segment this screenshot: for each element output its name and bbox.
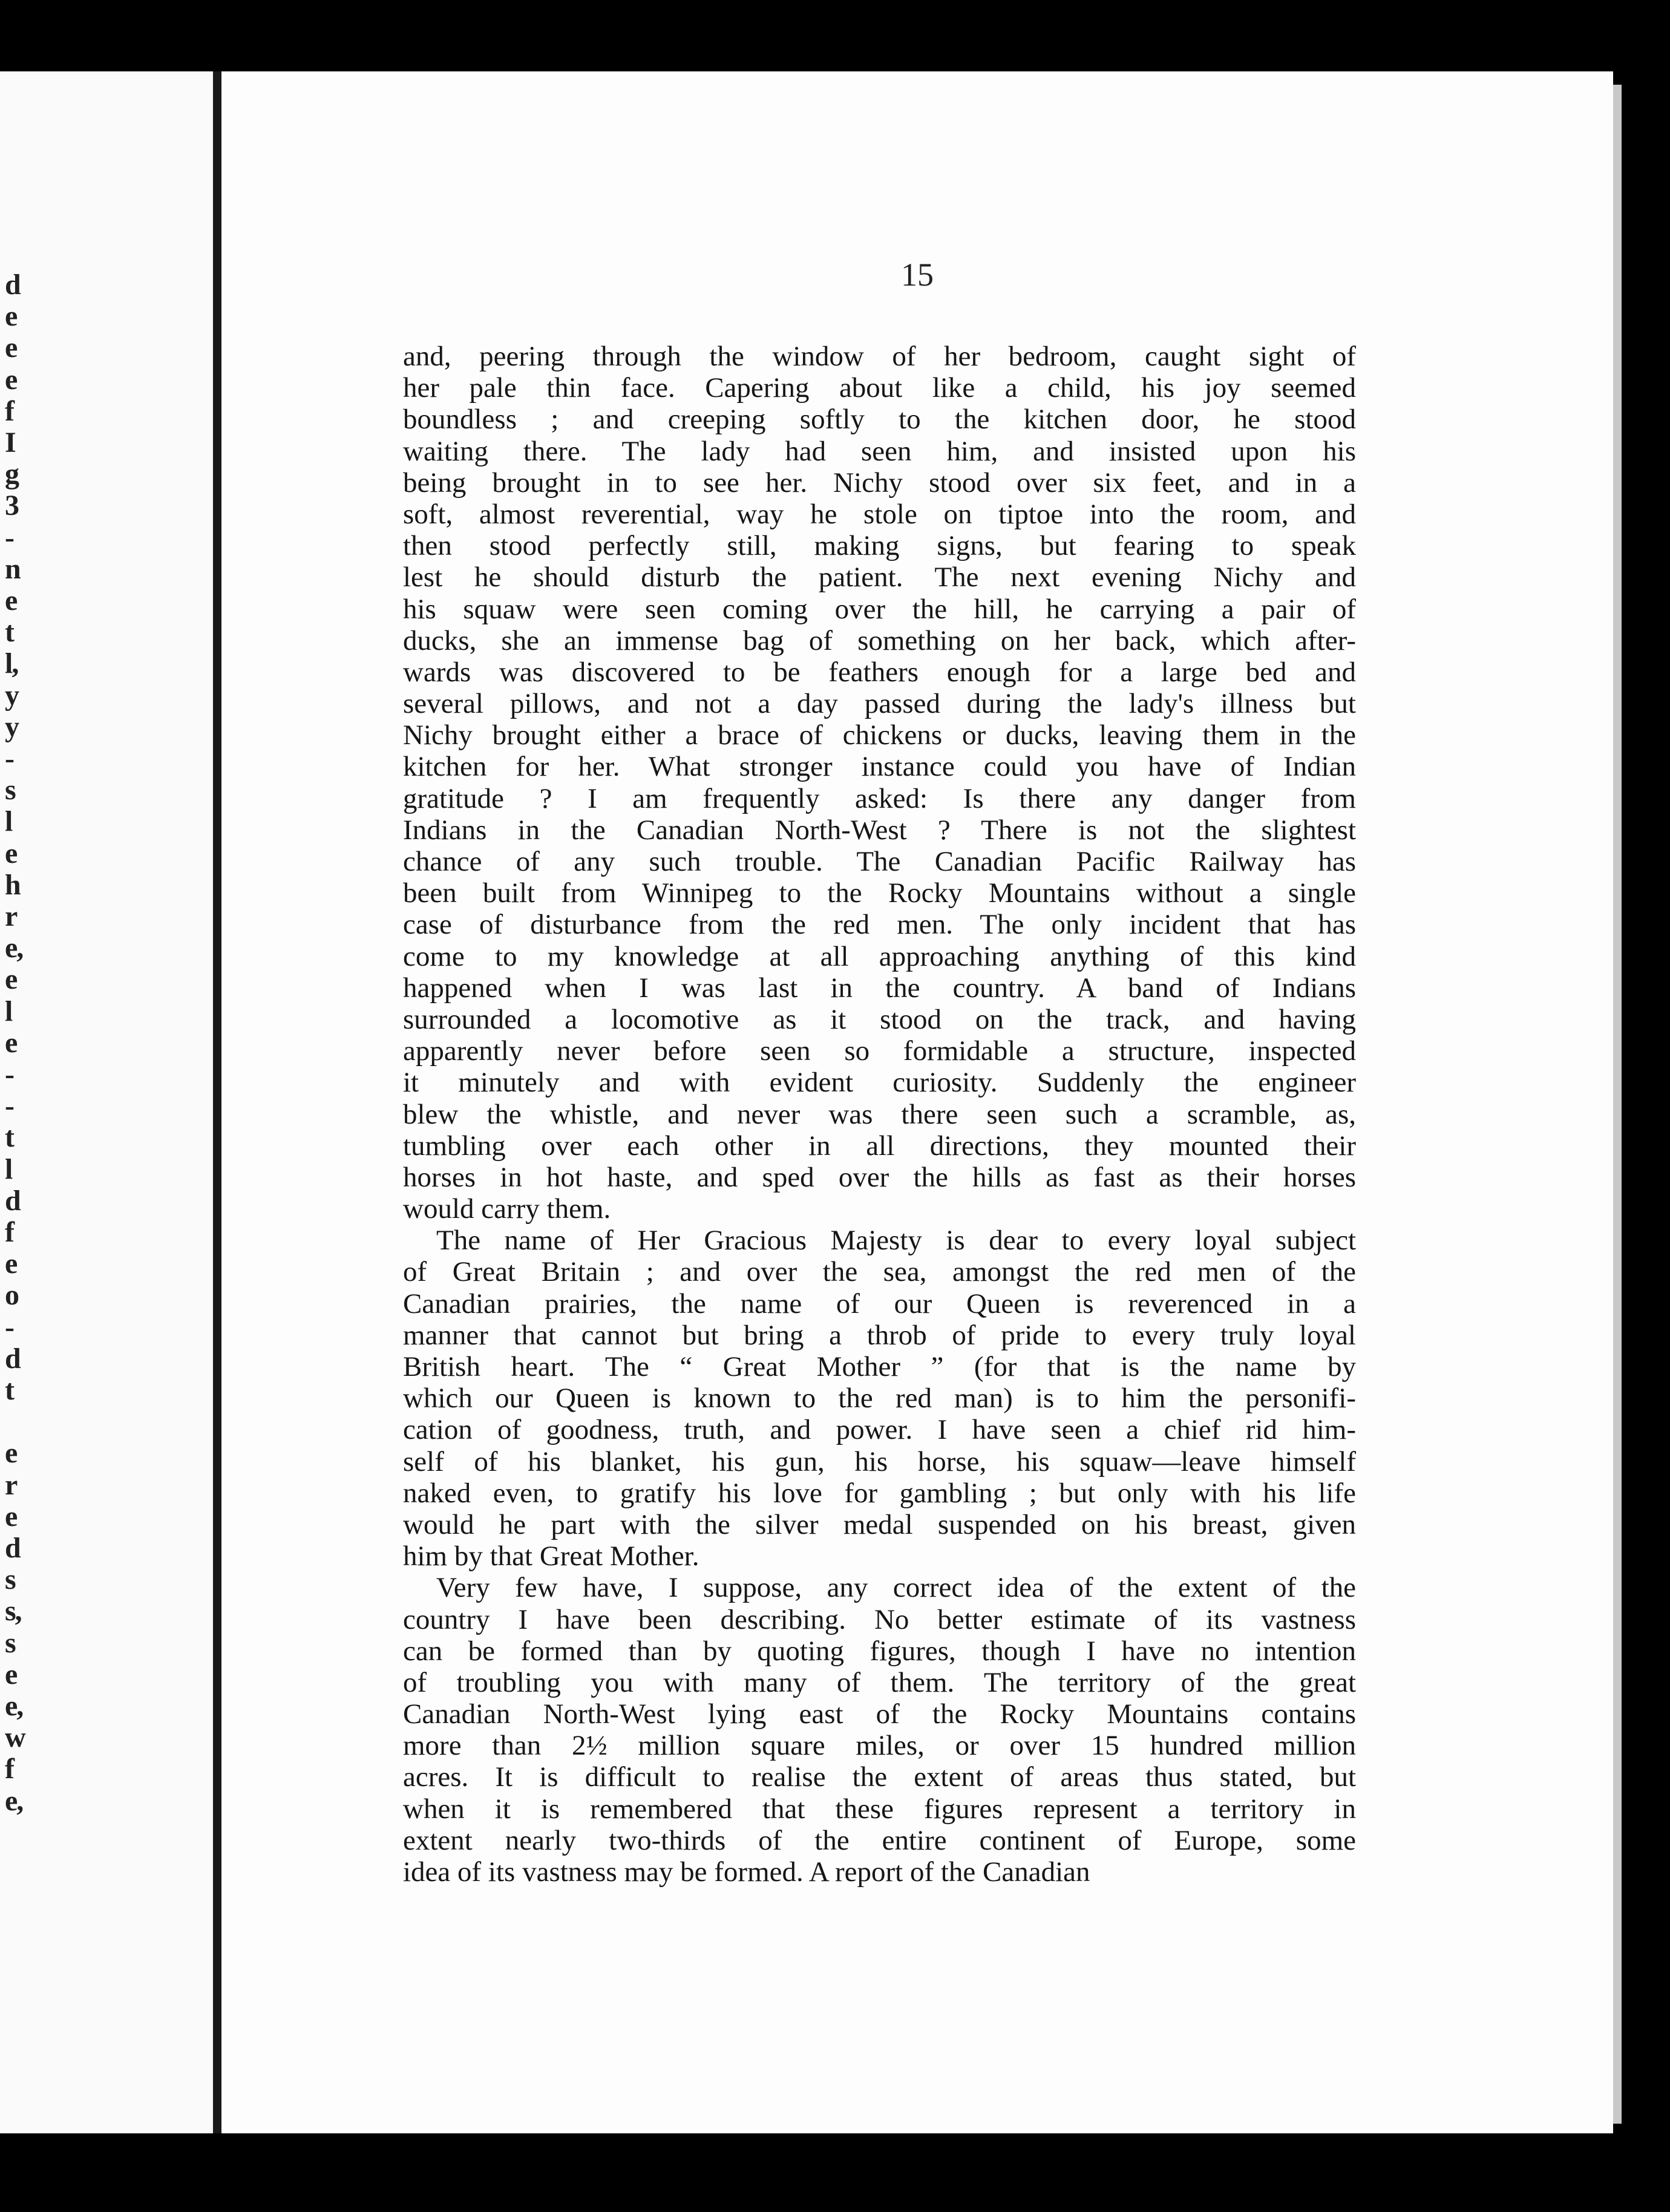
facing-margin-fragment: l [5, 995, 12, 1027]
text-line: Indians in the Canadian North-West ? There is not the slightest [403, 814, 1356, 846]
text-line: case of disturbance from the red men. The only incident that has [403, 909, 1356, 941]
text-line: acres. It is difficult to realise the extent of areas thus stated, but [403, 1761, 1356, 1793]
facing-margin-fragment: - [5, 521, 13, 554]
text-line: Canadian North-West lying east of the Rocky Mountains contains [403, 1698, 1356, 1730]
book-gutter [213, 71, 221, 2133]
facing-margin-fragment: s [5, 774, 15, 807]
text-line: would he part with the silver medal suspended on his breast, given [403, 1508, 1356, 1540]
facing-margin-fragment: e [5, 1026, 17, 1059]
text-line: The name of Her Gracious Majesty is dear to every loyal subject [436, 1225, 1356, 1257]
facing-margin-fragment: I [5, 427, 15, 459]
text-line: of troubling you with many of them. The territory of the great [403, 1666, 1356, 1698]
text-line: his squaw were seen coming over the hill, he carrying a pair of [403, 593, 1356, 625]
page-edge [1613, 85, 1622, 2124]
facing-margin-fragment: f [5, 1216, 13, 1248]
facing-margin-fragment: t [5, 1374, 13, 1406]
text-line: horses in hot haste, and sped over the hills as fast as their horses [403, 1161, 1356, 1193]
facing-page-margin [0, 71, 213, 2133]
text-line: country I have been describing. No better estimate of its vastness [403, 1603, 1356, 1635]
text-line: of Great Britain ; and over the sea, amongst the red men of the [403, 1256, 1356, 1288]
facing-margin-fragment: s [5, 1626, 15, 1659]
facing-margin-fragment: l, [5, 647, 18, 680]
text-line: come to my knowledge at all approaching anything of this kind [403, 940, 1356, 972]
text-line: Nichy brought either a brace of chickens or ducks, leaving them in the [403, 719, 1356, 751]
text-line: been built from Winnipeg to the Rocky Mountains without a single [403, 877, 1356, 909]
facing-margin-fragment: t [5, 616, 13, 649]
text-line: blew the whistle, and never was there seen such a scramble, as, [403, 1098, 1356, 1130]
facing-margin-fragment: d [5, 1532, 20, 1564]
facing-margin-fragment: e [5, 363, 17, 396]
facing-margin-fragment: e [5, 300, 17, 333]
text-line: self of his blanket, his gun, his horse, his squaw—leave himself [403, 1445, 1356, 1477]
facing-margin-fragment: e [5, 1500, 17, 1533]
text-line: naked even, to gratify his love for gambling ; but only with his life [403, 1477, 1356, 1509]
text-line: cation of goodness, truth, and power. I have seen a chief rid him- [403, 1414, 1356, 1446]
facing-margin-fragment: l [5, 1153, 12, 1185]
text-line: wards was discovered to be feathers enough for a large bed and [403, 656, 1356, 688]
facing-margin-fragment: t [5, 1121, 13, 1154]
facing-margin-fragment: y [5, 710, 18, 743]
text-line: ducks, she an immense bag of something on her back, which after- [403, 624, 1356, 656]
facing-margin-fragment: e [5, 837, 17, 869]
text-line: Canadian prairies, the name of our Queen is reverenced in a [403, 1288, 1356, 1320]
text-line: tumbling over each other in all directions, they mounted their [403, 1130, 1356, 1162]
text-line: then stood perfectly still, making signs, but fearing to speak [403, 530, 1356, 562]
text-line: lest he should disturb the patient. The next evening Nichy and [403, 561, 1356, 594]
facing-margin-fragment: h [5, 868, 20, 901]
facing-margin-fragment: - [5, 1311, 13, 1343]
facing-margin-fragment: d [5, 1184, 20, 1217]
facing-margin-fragment: e, [5, 1690, 23, 1722]
book-page [221, 71, 1613, 2133]
text-line: when it is remembered that these figures represent a territory in [403, 1793, 1356, 1825]
text-line: him by that Great Mother. [403, 1540, 699, 1572]
facing-margin-fragment: f [5, 394, 13, 427]
text-line: idea of its vastness may be formed. A report of the Canadian [403, 1856, 1090, 1888]
facing-margin-fragment: e [5, 584, 17, 617]
text-line: her pale thin face. Capering about like a child, his joy seemed [403, 372, 1356, 404]
facing-margin-fragment: d [5, 269, 20, 301]
text-line: soft, almost reverential, way he stole on tiptoe into the room, and [403, 498, 1356, 530]
text-line: happened when I was last in the country. A band of Indians [403, 972, 1356, 1004]
facing-margin-fragment: e, [5, 932, 23, 964]
facing-margin-fragment: g [5, 458, 18, 491]
facing-margin-fragment: e [5, 1658, 17, 1690]
text-line: kitchen for her. What stronger instance could you have of Indian [403, 751, 1356, 783]
facing-margin-fragment: n [5, 552, 20, 585]
paragraph [403, 1225, 1356, 1572]
text-line: and, peering through the window of her bedroom, caught sight of [403, 341, 1356, 372]
text-line: several pillows, and not a day passed during the lady's illness but [403, 688, 1356, 720]
text-line: gratitude ? I am frequently asked: Is there any danger from [403, 782, 1356, 814]
facing-margin-fragment: - [5, 1090, 13, 1122]
text-line: apparently never before seen so formidable a structure, inspected [403, 1035, 1356, 1067]
text-line: boundless ; and creeping softly to the kitchen door, he stood [403, 404, 1356, 436]
text-line: more than 2½ million square miles, or over 15 hundred million [403, 1730, 1356, 1762]
facing-margin-fragment: e [5, 1437, 17, 1470]
text-line: can be formed than by quoting figures, though I have no intention [403, 1635, 1356, 1667]
facing-margin-fragment: s, [5, 1595, 21, 1628]
text-line: chance of any such trouble. The Canadian Pacific Railway has [403, 846, 1356, 877]
text-line: Very few have, I suppose, any correct idea of the extent of the [436, 1572, 1356, 1604]
facing-margin-fragment: e [5, 963, 17, 996]
text-line: British heart. The “ Great Mother ” (for that is the name by [403, 1351, 1356, 1382]
facing-margin-fragment: y [5, 679, 18, 712]
body-text [403, 341, 1356, 1888]
facing-margin-fragment: - [5, 742, 13, 774]
facing-margin-fragment: w [5, 1721, 25, 1754]
facing-margin-fragment: l [5, 805, 12, 838]
facing-margin-fragment: r [5, 1468, 17, 1501]
facing-margin-fragment: 3 [5, 489, 18, 522]
facing-margin-fragment: f [5, 1753, 13, 1785]
text-line: waiting there. The lady had seen him, and insisted upon his [403, 435, 1356, 467]
text-line: surrounded a locomotive as it stood on the track, and having [403, 1003, 1356, 1035]
text-line: it minutely and with evident curiosity. Suddenly the engineer [403, 1067, 1356, 1099]
facing-margin-fragment: e [5, 1248, 17, 1280]
paragraph [403, 1572, 1356, 1888]
facing-margin-fragment: e [5, 332, 17, 364]
text-line: manner that cannot but bring a throb of pride to every truly loyal [403, 1319, 1356, 1351]
page-number: 15 [901, 257, 934, 293]
text-line: which our Queen is known to the red man) is to him the personifi- [403, 1382, 1356, 1415]
facing-margin-fragment: d [5, 1342, 20, 1375]
facing-margin-fragment: - [5, 1058, 13, 1090]
text-line: would carry them. [403, 1193, 611, 1225]
facing-margin-fragment: r [5, 900, 17, 932]
facing-margin-fragment: o [5, 1279, 18, 1312]
text-line: being brought in to see her. Nichy stood over six feet, and in a [403, 466, 1356, 499]
facing-margin-fragment: s [5, 1563, 15, 1596]
paragraph [403, 341, 1356, 1225]
facing-margin-fragment: e, [5, 1784, 23, 1817]
text-line: extent nearly two-thirds of the entire continent of Europe, some [403, 1824, 1356, 1856]
